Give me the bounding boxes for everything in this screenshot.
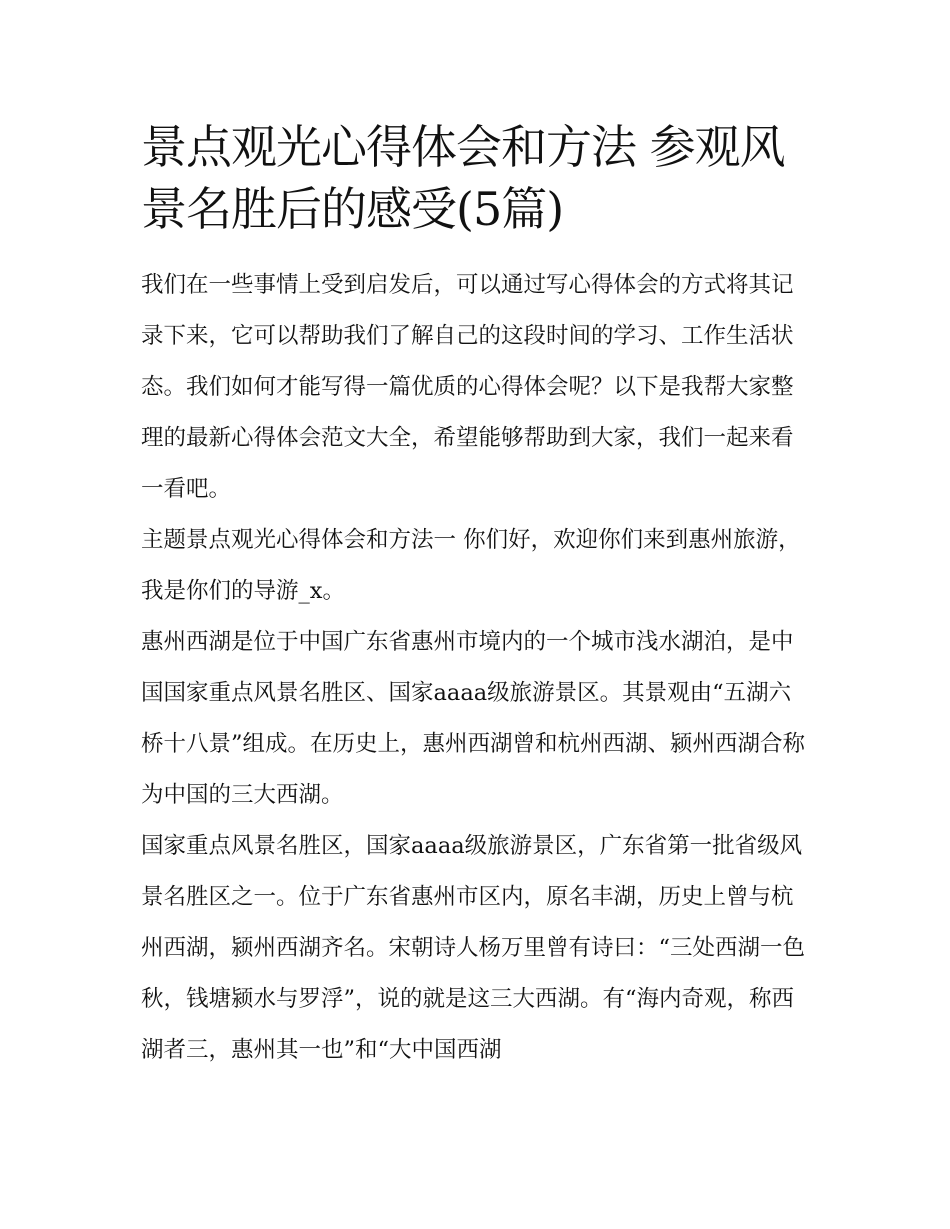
west-lake-paragraph: 惠州西湖是位于中国广东省惠州市境内的一个城市浅水湖泊，是中国国家重点风景名胜区、国家aaaa级旅游景区。其景观由“五湖六桥十八景”组成。在历史上，惠州西湖曾和杭州西湖、颍州西湖合称为中国的三大西湖。 (141, 629, 806, 808)
greeting-paragraph: 主题景点观光心得体会和方法一 你们好，欢迎你们来到惠州旅游，我是你们的导游_x。 (141, 527, 801, 604)
document-title: 景点观光心得体会和方法 参观风景名胜后的感受(5篇) (141, 120, 785, 236)
scenic-area-paragraph: 国家重点风景名胜区，国家aaaa级旅游景区，广东省第一批省级风景名胜区之一。位于广东省惠州市区内，原名丰湖，历史上曾与杭州西湖，颍州西湖齐名。宋朝诗人杨万里曾有诗曰：“三处西湖一色秋，钱塘颍水与罗浮”，说的就是这三大西湖。有“海内奇观，称西湖者三，惠州其一也”和“大中国西湖 (141, 833, 806, 1063)
document-body (141, 116, 813, 1076)
intro-paragraph: 我们在一些事情上受到启发后，可以通过写心得体会的方式将其记录下来，它可以帮助我们了解自己的这段时间的学习、工作生活状态。我们如何才能写得一篇优质的心得体会呢？以下是我帮大家整理的最新心得体会范文大全，希望能够帮助到大家，我们一起来看一看吧。 (141, 272, 794, 502)
